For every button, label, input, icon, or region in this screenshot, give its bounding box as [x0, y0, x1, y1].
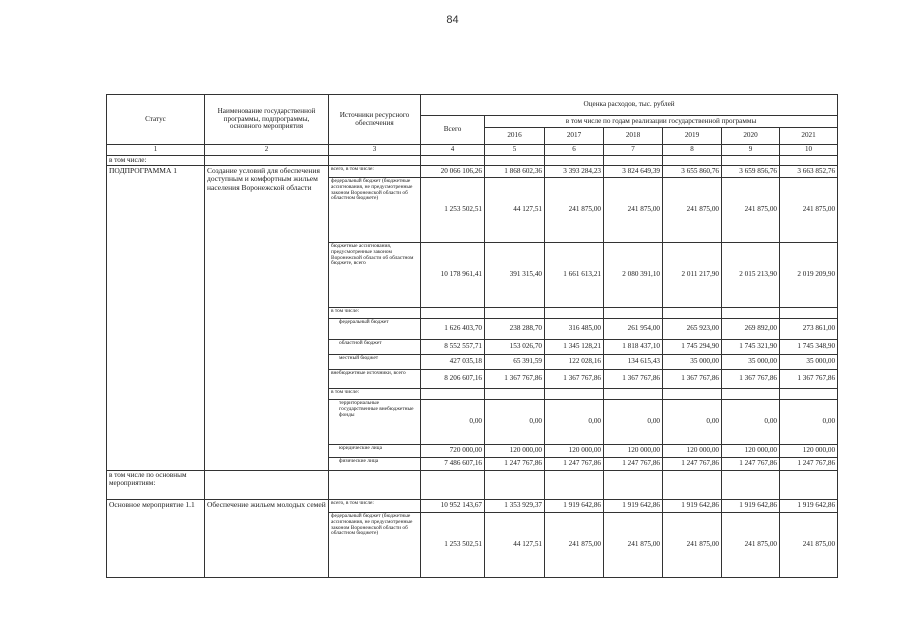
- value-cell: 269 892,00: [722, 319, 780, 340]
- value-cell: 10 178 961,41: [421, 243, 485, 308]
- value-cell: 1 745 294,90: [663, 340, 722, 355]
- page-number: 84: [446, 14, 459, 26]
- value-cell: 2 011 217,90: [663, 243, 722, 308]
- header-year: 2021: [780, 128, 838, 145]
- value-cell: [485, 389, 545, 400]
- value-cell: 120 000,00: [780, 445, 838, 458]
- value-cell: 241 875,00: [722, 513, 780, 578]
- source-cell: областной бюджет: [329, 340, 421, 355]
- value-cell: [722, 308, 780, 319]
- source-cell: федеральный бюджет: [329, 319, 421, 340]
- value-cell: [663, 308, 722, 319]
- value-cell: 3 659 856,76: [722, 166, 780, 178]
- value-cell: 0,00: [421, 400, 485, 445]
- row-status: ПОДПРОГРАММА 1: [107, 166, 205, 471]
- source-cell: местный бюджет: [329, 355, 421, 370]
- value-cell: 35 000,00: [722, 355, 780, 370]
- header-sources: Источники ресурсного обеспечения: [329, 95, 421, 145]
- value-cell: 35 000,00: [780, 355, 838, 370]
- value-cell: 8 206 607,16: [421, 370, 485, 389]
- column-number: 6: [545, 145, 604, 156]
- value-cell: 241 875,00: [663, 178, 722, 243]
- value-cell: 0,00: [485, 400, 545, 445]
- header-year: 2020: [722, 128, 780, 145]
- header-year: 2017: [545, 128, 604, 145]
- value-cell: 1 253 502,51: [421, 513, 485, 578]
- value-cell: 120 000,00: [663, 445, 722, 458]
- value-cell: 3 393 284,23: [545, 166, 604, 178]
- value-cell: [421, 308, 485, 319]
- value-cell: 3 824 649,39: [604, 166, 663, 178]
- section-row: [107, 471, 838, 500]
- value-cell: 1 745 321,90: [722, 340, 780, 355]
- value-cell: [485, 308, 545, 319]
- value-cell: 1 919 642,86: [780, 500, 838, 513]
- value-cell: 120 000,00: [485, 445, 545, 458]
- source-cell: всего, в том числе:: [329, 500, 421, 513]
- column-number: 4: [421, 145, 485, 156]
- value-cell: 1 367 767,86: [545, 370, 604, 389]
- value-cell: 241 875,00: [780, 178, 838, 243]
- value-cell: 1 745 348,90: [780, 340, 838, 355]
- section-main-events: в том числе по основным мероприятиям:: [107, 471, 205, 500]
- source-cell: федеральный бюджет (бюджетные ассигнования, не предусмотренные законом Воронежской области об областном бюджете): [329, 178, 421, 243]
- source-cell: бюджетные ассигнования, предусмотренные законом Воронежской области об областном бюджете, всего: [329, 243, 421, 308]
- value-cell: 238 288,70: [485, 319, 545, 340]
- column-number: 5: [485, 145, 545, 156]
- table-row: [107, 500, 838, 513]
- value-cell: 316 485,00: [545, 319, 604, 340]
- column-number: 10: [780, 145, 838, 156]
- source-cell: в том числе:: [329, 389, 421, 400]
- value-cell: 44 127,51: [485, 513, 545, 578]
- header-total: Всего: [421, 116, 485, 145]
- value-cell: 2 080 391,10: [604, 243, 663, 308]
- value-cell: 1 818 437,10: [604, 340, 663, 355]
- value-cell: 241 875,00: [663, 513, 722, 578]
- value-cell: [421, 389, 485, 400]
- value-cell: 720 000,00: [421, 445, 485, 458]
- header-year: 2016: [485, 128, 545, 145]
- value-cell: 10 952 143,67: [421, 500, 485, 513]
- value-cell: 1 367 767,86: [780, 370, 838, 389]
- value-cell: 1 247 767,86: [780, 458, 838, 471]
- value-cell: 134 615,43: [604, 355, 663, 370]
- source-cell: всего, в том числе:: [329, 166, 421, 178]
- value-cell: 1 626 403,70: [421, 319, 485, 340]
- value-cell: 20 066 106,26: [421, 166, 485, 178]
- value-cell: 1 247 767,86: [545, 458, 604, 471]
- value-cell: 261 954,00: [604, 319, 663, 340]
- value-cell: 1 367 767,86: [604, 370, 663, 389]
- value-cell: 0,00: [663, 400, 722, 445]
- value-cell: 241 875,00: [780, 513, 838, 578]
- column-number: 3: [329, 145, 421, 156]
- value-cell: 1 919 642,86: [722, 500, 780, 513]
- value-cell: 241 875,00: [545, 513, 604, 578]
- value-cell: 65 391,59: [485, 355, 545, 370]
- value-cell: 1 345 128,21: [545, 340, 604, 355]
- value-cell: 1 247 767,86: [604, 458, 663, 471]
- value-cell: 241 875,00: [545, 178, 604, 243]
- value-cell: 1 919 642,86: [604, 500, 663, 513]
- value-cell: 1 353 929,37: [485, 500, 545, 513]
- value-cell: 0,00: [545, 400, 604, 445]
- value-cell: 0,00: [780, 400, 838, 445]
- source-cell: территориальные государственные внебюджетные фонды: [329, 400, 421, 445]
- source-cell: юридические лица: [329, 445, 421, 458]
- header-year: 2019: [663, 128, 722, 145]
- source-cell: физические лица: [329, 458, 421, 471]
- budget-table: [106, 94, 838, 578]
- value-cell: 265 923,00: [663, 319, 722, 340]
- value-cell: 0,00: [604, 400, 663, 445]
- header-name: Наименование государственной программы, подпрограммы, основного мероприятия: [205, 95, 329, 145]
- value-cell: [604, 308, 663, 319]
- value-cell: 241 875,00: [722, 178, 780, 243]
- value-cell: 1 367 767,86: [485, 370, 545, 389]
- column-number: 2: [205, 145, 329, 156]
- row-status: Основное мероприятие 1.1: [107, 500, 205, 578]
- source-cell: федеральный бюджет (бюджетные ассигнования, не предусмотренные законом Воронежской области об областном бюджете): [329, 513, 421, 578]
- value-cell: 1 367 767,86: [663, 370, 722, 389]
- value-cell: 3 663 852,76: [780, 166, 838, 178]
- header-estimate: Оценка расходов, тыс. рублей: [421, 95, 838, 116]
- value-cell: 8 552 557,71: [421, 340, 485, 355]
- value-cell: 0,00: [722, 400, 780, 445]
- source-cell: внебюджетные источники, всего: [329, 370, 421, 389]
- value-cell: [663, 389, 722, 400]
- value-cell: 35 000,00: [663, 355, 722, 370]
- column-number: 7: [604, 145, 663, 156]
- column-number: 9: [722, 145, 780, 156]
- section-row: [107, 155, 838, 166]
- value-cell: 427 035,18: [421, 355, 485, 370]
- value-cell: 1 247 767,86: [722, 458, 780, 471]
- header-year: 2018: [604, 128, 663, 145]
- column-number: 1: [107, 145, 205, 156]
- header-by-years: в том числе по годам реализации государственной программы: [485, 116, 838, 128]
- value-cell: 120 000,00: [722, 445, 780, 458]
- column-number-row: [107, 145, 838, 156]
- value-cell: 120 000,00: [545, 445, 604, 458]
- value-cell: 241 875,00: [604, 513, 663, 578]
- value-cell: 1 919 642,86: [663, 500, 722, 513]
- value-cell: [780, 389, 838, 400]
- value-cell: 153 026,70: [485, 340, 545, 355]
- column-number: 8: [663, 145, 722, 156]
- value-cell: 391 315,40: [485, 243, 545, 308]
- value-cell: [722, 389, 780, 400]
- value-cell: 1 367 767,86: [722, 370, 780, 389]
- value-cell: 7 486 607,16: [421, 458, 485, 471]
- value-cell: 1 868 602,36: [485, 166, 545, 178]
- header-status: Статус: [107, 95, 205, 145]
- value-cell: 44 127,51: [485, 178, 545, 243]
- value-cell: 3 655 860,76: [663, 166, 722, 178]
- table-row: [107, 166, 838, 178]
- value-cell: 120 000,00: [604, 445, 663, 458]
- value-cell: [604, 389, 663, 400]
- value-cell: 1 247 767,86: [485, 458, 545, 471]
- value-cell: [545, 308, 604, 319]
- section-including: в том числе:: [107, 155, 205, 166]
- value-cell: 2 019 209,90: [780, 243, 838, 308]
- row-name: Обеспечение жильем молодых семей: [205, 500, 329, 578]
- value-cell: 1 661 613,21: [545, 243, 604, 308]
- value-cell: 1 247 767,86: [663, 458, 722, 471]
- value-cell: [780, 308, 838, 319]
- value-cell: 241 875,00: [604, 178, 663, 243]
- value-cell: 1 919 642,86: [545, 500, 604, 513]
- source-cell: в том числе:: [329, 308, 421, 319]
- value-cell: [545, 389, 604, 400]
- value-cell: 1 253 502,51: [421, 178, 485, 243]
- value-cell: 273 861,00: [780, 319, 838, 340]
- value-cell: 2 015 213,90: [722, 243, 780, 308]
- value-cell: 122 028,16: [545, 355, 604, 370]
- row-name: Создание условий для обеспечения доступным и комфортным жильем населения Воронежской области: [205, 166, 329, 471]
